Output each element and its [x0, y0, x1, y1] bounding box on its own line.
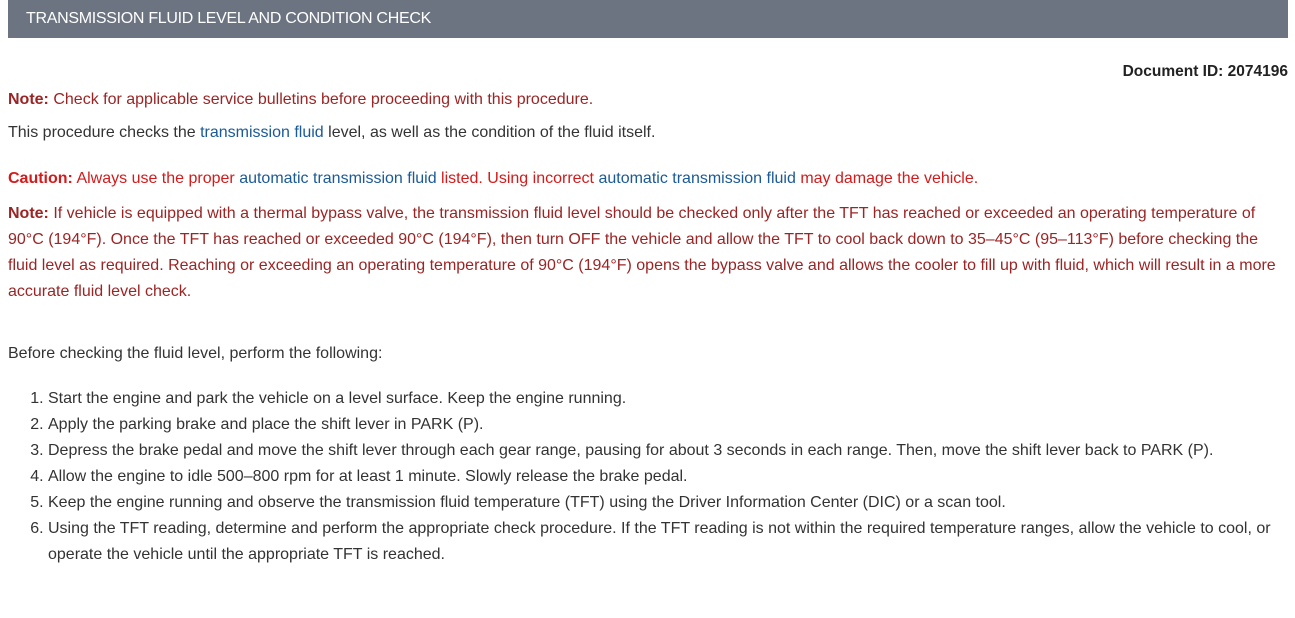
note-text: If vehicle is equipped with a thermal bypass valve, the transmission fluid level should be checked only after the TFT has reached or exceeded an operating temperature of 90°C (194°F). Once the TFT has reached or exceeded 90°C (194°F), then turn OFF the vehicle and allow the TFT to cool back down to 35–45°C (95–113°F) before checking the fluid level as required. Reaching or exceeding an operating temperature of 90°C (194°F) opens the bypass valve and allows the cooler to fill up with fluid, which will result in a more accurate fluid level check.	[8, 205, 1276, 300]
intro-paragraph	[8, 120, 1283, 146]
caution-text-2: listed. Using incorrect	[436, 170, 599, 187]
caution-paragraph	[8, 166, 1283, 192]
link-transmission-fluid[interactable]: transmission fluid	[200, 124, 324, 141]
note-bulletins	[8, 87, 1283, 113]
document-id: Document ID: 2074196	[1122, 63, 1288, 80]
document-body	[8, 87, 1283, 568]
note-label: Note:	[8, 91, 49, 108]
caution-text-3: may damage the vehicle.	[795, 170, 979, 187]
link-automatic-transmission-fluid-2[interactable]: automatic transmission fluid	[598, 170, 796, 187]
intro-text-after: level, as well as the condition of the fluid itself.	[323, 124, 656, 141]
list-item: 3. Depress the brake pedal and move the shift lever through each gear range, pausing for about 3 seconds in each range. Then, move the shift lever back to PARK (P).	[48, 438, 1283, 464]
page-title-bar	[8, 0, 1288, 38]
list-item: 4. Allow the engine to idle 500–800 rpm for at least 1 minute. Slowly release the brake pedal.	[48, 464, 1283, 490]
note-thermal-bypass	[8, 201, 1283, 305]
caution-label: Caution:	[8, 170, 73, 187]
note-label: Note:	[8, 205, 49, 222]
note-text: Check for applicable service bulletins before proceeding with this procedure.	[48, 91, 594, 108]
procedure-steps	[8, 386, 1283, 568]
before-checking-text: Before checking the fluid level, perform the following:	[8, 345, 383, 362]
list-item: 1. Start the engine and park the vehicle on a level surface. Keep the engine running.	[48, 386, 1283, 412]
caution-text-1: Always use the proper	[72, 170, 240, 187]
link-automatic-transmission-fluid-1[interactable]: automatic transmission fluid	[239, 170, 437, 187]
list-item: 6. Using the TFT reading, determine and perform the appropriate check procedure. If the TFT reading is not within the required temperature ranges, allow the vehicle to cool, or operate the vehicle until the appropriate TFT is reached.	[48, 516, 1283, 568]
intro-text-before: This procedure checks the	[8, 124, 201, 141]
list-item: 2. Apply the parking brake and place the shift lever in PARK (P).	[48, 412, 1283, 438]
page-title: TRANSMISSION FLUID LEVEL AND CONDITION CHECK	[26, 10, 431, 27]
list-item: 5. Keep the engine running and observe the transmission fluid temperature (TFT) using the Driver Information Center (DIC) or a scan tool.	[48, 490, 1283, 516]
